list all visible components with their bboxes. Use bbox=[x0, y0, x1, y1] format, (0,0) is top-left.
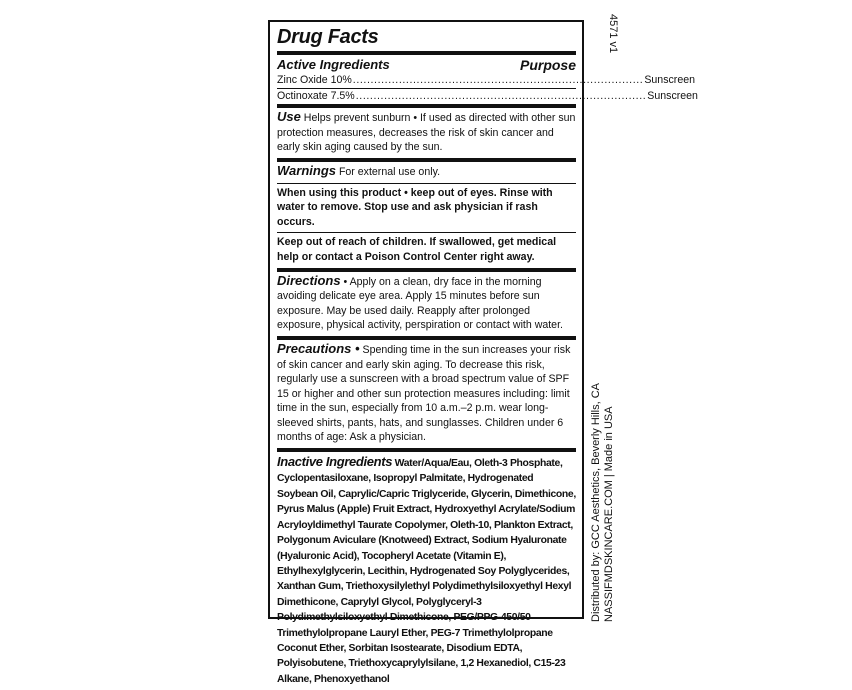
dot-leader: .................................................................................. bbox=[352, 74, 644, 86]
precautions-heading: Precautions • bbox=[277, 340, 360, 356]
active-ingredient-row bbox=[277, 73, 695, 89]
use-text: Helps prevent sunburn • If used as directed with other sun protection measures, decreases the risk of skin cancer and early skin aging caused by the sun. bbox=[277, 112, 576, 154]
ingredient-purpose: Sunscreen bbox=[644, 74, 695, 86]
directions-section bbox=[277, 272, 576, 340]
inactive-ingredients-section bbox=[277, 452, 576, 690]
active-ingredient-row bbox=[277, 89, 698, 109]
website-line: NASSIFMDSKINCARE.COM | Made in USA bbox=[603, 406, 615, 622]
directions-text: • Apply on a clean, dry face in the morning avoiding delicate eye area. Apply 15 minutes before sun exposure. May be used daily. Reapply after prolonged exposure, physical activity, perspiration or contact with water. bbox=[277, 275, 563, 332]
distributor-block bbox=[590, 383, 616, 622]
active-ingredients-header bbox=[277, 55, 576, 73]
when-using-text: • keep out of eyes. Rinse with water to remove. Stop use and ask physician if rash occurs. bbox=[277, 186, 553, 228]
inactive-text: Water/Aqua/Eau, Oleth-3 Phosphate, Cyclopentasiloxane, Isopropyl Palmitate, Hydrogenated Soybean Oil, Caprylic/Capric Triglyceride, Glycerin, Dimethicone, Pyrus Malus (Apple) Fruit Extract, Hydroxyethyl Acrylate/Sodium Acryloyldimethyl Taurate Copolymer, Oleth-10, Plankton Extract, Polygonum Aviculare (Knotweed) Extract, Sodium Hyaluronate (Hyaluronic Acid), Tocopheryl Acetate (Vitamin E), Ethylhexylglycerin, Lecithin, Hydrogenated Soy Polyglycerides, Xanthan Gum, Triethoxysilylethyl Polydimethylsiloxyethyl Hexyl Dimethicone, Caprylyl Glycol, Polyglyceryl-3 Polydimethylsiloxyethyl Dimethicone, PEG/PPG-450/50 Trimethylolpropane Lauryl Ether, PEG-7 Trimethylolpropane Coconut Ether, Sorbitan Isostearate, Disodium EDTA, Polyisobutene, Triethoxycaprylylsilane, 1,2 Hexanediol, C15-23 Alkane, Phenoxyethanol bbox=[277, 458, 576, 685]
label-code: 4571 v1 bbox=[607, 14, 619, 54]
distributor-line: Distributed by: GCC Aesthetics, Beverly Hills, CA bbox=[590, 382, 602, 622]
dot-leader: .................................................................................. bbox=[355, 89, 647, 102]
inactive-heading: Inactive Ingredients bbox=[277, 454, 393, 470]
purpose-heading: Purpose bbox=[519, 57, 576, 73]
use-section bbox=[277, 108, 576, 162]
ingredient-name: Zinc Oxide 10% bbox=[277, 74, 352, 86]
ingredient-name: Octinoxate 7.5% bbox=[277, 89, 355, 102]
warnings-text: For external use only. bbox=[336, 165, 441, 178]
keep-out-text: If swallowed, get medical help or contact a Poison Control Center right away. bbox=[277, 236, 557, 263]
ingredient-purpose: Sunscreen bbox=[647, 89, 698, 102]
warnings-heading: Warnings bbox=[277, 162, 336, 178]
use-heading: Use bbox=[277, 109, 301, 125]
directions-heading: Directions bbox=[277, 272, 341, 288]
drug-facts-title: Drug Facts bbox=[277, 25, 576, 55]
when-using-lead: When using this product bbox=[277, 186, 402, 199]
when-using-section bbox=[277, 184, 576, 234]
active-ingredients-heading: Active Ingredients bbox=[277, 57, 390, 72]
warnings-section bbox=[277, 162, 576, 184]
keep-out-lead: Keep out of reach of children. bbox=[277, 236, 427, 249]
keep-out-section bbox=[277, 233, 576, 271]
precautions-text: Spending time in the sun increases your risk of skin cancer and early skin aging. To decrease this risk, regularly use a sunscreen with a broad spectrum value of SPF 15 or higher and other sun protection measures including: limit time in the sun, especially from 10 a.m.–2 p.m. wear long-sleeved shirts, pants, hats, and sunglasses. Children under 6 months of age: Ask a physician. bbox=[277, 343, 571, 444]
precautions-section bbox=[277, 340, 576, 452]
